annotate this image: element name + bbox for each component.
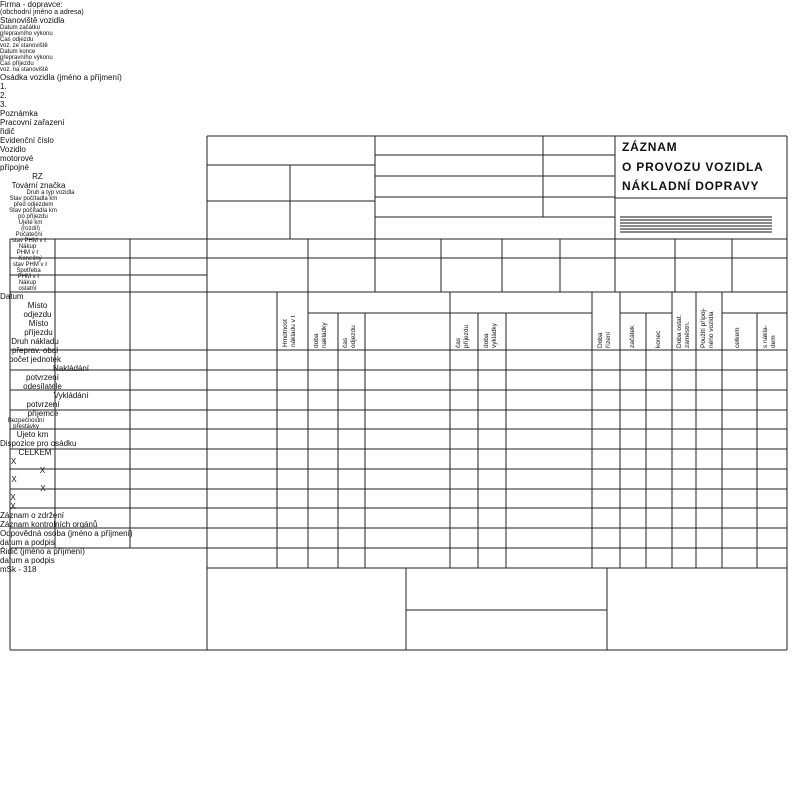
total-label: CELKEM <box>18 448 52 457</box>
cargo-weight-header: Hmotnost <box>282 319 289 347</box>
driving-time-header: Doba <box>597 332 604 348</box>
break-end-header: konec <box>655 330 662 348</box>
rz-label: RZ <box>32 172 43 181</box>
trailer-use-header-2: ného vozidla <box>708 311 715 348</box>
sender-confirmation-header: potvrzení <box>26 373 59 382</box>
responsible-person-label: Odpovědná osoba (jméno a příjmení) <box>0 529 133 538</box>
date-signature-left: datum a podpis <box>0 538 55 547</box>
km-driven-header: Ujeto km <box>16 430 49 439</box>
odo-after-label: Stav počítadla km <box>9 208 57 214</box>
total-cross-3: X <box>11 475 17 484</box>
break-start-header: začátek <box>629 325 636 348</box>
fuel-purchase-label-2: PHM v ℓ <box>16 250 39 256</box>
form-title-line-1: ZÁZNAM <box>622 140 678 154</box>
loading-duration-header-2: nakládky <box>321 322 328 348</box>
cargo-weight-header-2: nákladu v t <box>290 315 297 347</box>
unloading-arrival-header: čas <box>455 337 462 348</box>
note-label: Poznámka <box>0 109 38 118</box>
vehicle-trailer-label: přípojné <box>0 163 29 172</box>
fuel-end-label: Konečný <box>18 256 42 262</box>
fuel-consumption-label: Spotřeba <box>16 268 41 274</box>
departure-place-header-2: odjezdu <box>23 310 52 319</box>
work-role-label: Pracovní zařazení <box>0 118 65 127</box>
loading-duration-header: doba <box>313 333 320 348</box>
loading-header: Nakládání <box>52 364 90 373</box>
sender-confirmation-header-2: odesílatele <box>23 382 62 391</box>
transport-start-date-label-2: přepravního výkonu <box>0 31 53 37</box>
fuel-end-label-2: stav PHM v ℓ <box>12 262 48 268</box>
unloading-arrival-header-2: příjezdu <box>463 324 470 348</box>
departure-place-header: Místo <box>27 301 48 310</box>
km-driven-label-2: (rozdíl) <box>21 226 40 232</box>
other-purchase-label: Nákup <box>18 280 37 286</box>
unloading-header: Vykládání <box>53 391 89 400</box>
crew-row-3: 3. <box>0 100 7 109</box>
odo-before-label-2: před odjezdem <box>13 202 54 208</box>
brand-label: Tovární značka <box>11 181 66 190</box>
arrival-time-label-2: voz. na stanoviště <box>0 67 49 73</box>
cargo-header-3: počet jednotek <box>8 355 62 364</box>
vehicle-label: Vozidlo <box>0 145 26 154</box>
company-label: Firma - dopravce: <box>0 0 63 9</box>
crew-label: Osádka vozidla (jméno a příjmení) <box>0 73 122 82</box>
odo-before-label: Stav počítadla km <box>9 196 58 202</box>
fuel-start-label-2: stav PHM v ℓ <box>11 238 47 244</box>
departure-time-label: Čas odjezdu <box>0 37 34 43</box>
unloading-duration-header-2: vykládky <box>491 323 498 348</box>
fuel-consumption-label-2: PHM v ℓ <box>17 274 40 280</box>
cargo-header: Druh nákladu <box>11 337 59 346</box>
transport-end-date-label-2: přepravního výkonu <box>0 55 53 61</box>
km-driven-label: Ujeté km <box>18 220 43 226</box>
date-header: Datum <box>0 292 24 301</box>
km-loaded-header-2: dem <box>770 335 777 348</box>
unloading-duration-header: doba <box>483 333 490 348</box>
driver-label: řidič <box>0 127 15 136</box>
arrival-place-header: Místo <box>28 319 49 328</box>
vehicle-motor-label: motorové <box>0 154 34 163</box>
arrival-place-header-2: příjezdu <box>24 328 53 337</box>
km-loaded-header: s nákla- <box>762 325 769 348</box>
total-cross-4: X <box>40 484 46 493</box>
total-cross-5: X <box>10 493 16 502</box>
driver-name-label: Řidič (jméno a příjmení) <box>0 547 85 556</box>
crew-row-1: 1. <box>0 82 7 91</box>
form-title-line-3: NÁKLADNÍ DOPRAVY <box>622 179 760 193</box>
fuel-start-label: Počáteční <box>15 232 43 238</box>
company-sublabel: (obchodní jméno a adresa) <box>0 9 84 16</box>
cargo-header-2: přeprav. obal <box>11 346 59 355</box>
recipient-confirmation-header-2: příjemce <box>27 409 59 418</box>
km-total-header: celkem <box>734 327 741 348</box>
driving-time-header-2: řízení <box>605 331 612 348</box>
registration-number-label: Evidenční číslo <box>0 136 54 145</box>
other-work-header-2: zaměstn. <box>684 321 691 348</box>
total-cross-2: X <box>39 466 46 475</box>
transport-end-date-label: Datum konce <box>0 49 36 55</box>
crew-row-2: 2. <box>0 91 7 100</box>
transport-start-date-label: Datum začátku <box>0 25 41 31</box>
odo-after-label-2: po příjezdu <box>18 214 48 220</box>
crew-disposition-label: Dispozice pro osádku <box>0 439 77 448</box>
loading-departure-header-2: odjezdu <box>350 325 357 348</box>
vehicle-station-label: Stanoviště vozidla <box>0 16 65 25</box>
safety-breaks-header-2: přestávky <box>13 424 39 430</box>
other-work-header: Doba ostat. <box>676 314 683 348</box>
stop-record-label: Záznam o zdržení <box>0 511 65 520</box>
fuel-purchase-label: Nákup <box>18 244 37 250</box>
total-cross-1: X <box>10 457 17 466</box>
arrival-time-label: Čas příjezdu <box>0 61 34 67</box>
departure-time-label-2: voz. ze stanoviště <box>0 43 48 49</box>
total-cross-6: X <box>10 502 16 511</box>
recipient-confirmation-header: potvrzení <box>26 400 60 409</box>
trailer-use-header: Použití přípoj- <box>700 307 707 348</box>
safety-breaks-header: Bezpečnostní <box>7 418 45 424</box>
form-code: mSk - 318 <box>0 565 37 574</box>
form-title-line-2: O PROVOZU VOZIDLA <box>622 160 764 174</box>
date-signature-right: datum a podpis <box>0 556 55 565</box>
other-purchase-label-2: ostatní <box>18 286 37 292</box>
vehicle-type-label: Druh a typ vozidla <box>26 190 75 196</box>
loading-departure-header: čas <box>342 337 349 348</box>
control-record-label: Záznam kontrolních orgánů <box>0 520 98 529</box>
